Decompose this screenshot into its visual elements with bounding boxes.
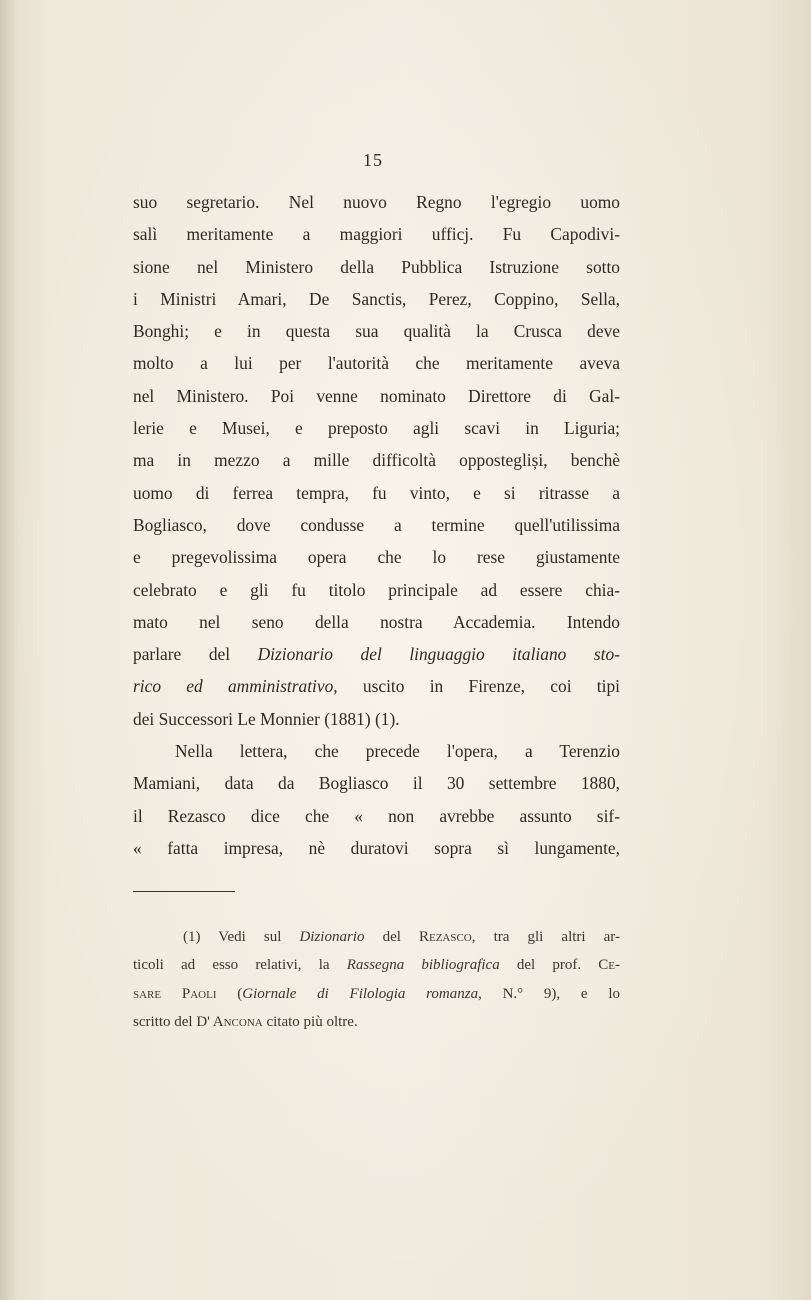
text-line: Bogliasco, dove condusse a termine quell'utilissima [133, 514, 620, 535]
text-run: Ce- [598, 957, 620, 974]
text-run: Rassegna bibliografica [346, 957, 500, 974]
book-title-italic: rico ed amministrativo, [133, 676, 338, 697]
text-run: del prof. [499, 957, 599, 974]
body-text [133, 186, 620, 864]
text-run: , tra gli altri ar- [471, 929, 620, 945]
text-run: ( [216, 985, 243, 1002]
footnote-line [133, 980, 620, 1008]
text-line [133, 670, 620, 702]
text-line: celebrato e gli fu titolo principale ad essere chia- [133, 579, 620, 600]
text-run: Rezasco [418, 929, 472, 945]
text-run: (1) Vedi sul [183, 929, 300, 945]
book-title-italic: Dizionario del linguaggio italiano sto- [257, 644, 620, 665]
page-number: 15 [363, 150, 383, 170]
text-line: ma in mezzo a mille difficoltà oppostegliși, benchè [133, 450, 620, 471]
text-line: suo segretario. Nel nuovo Regno l'egregio uomo [133, 192, 620, 212]
text-line: Nella lettera, che precede l'opera, a Terenzio [175, 741, 620, 762]
text-line: Mamiani, data da Bogliasco il 30 settembre 1880, [133, 773, 620, 794]
footnote-line [133, 923, 620, 951]
text-line: molto a lui per l'autorità che meritamente aveva [133, 353, 620, 374]
text-line: uomo di ferrea tempra, fu vinto, e si ritrasse a [133, 482, 620, 503]
text-run: del [364, 929, 419, 945]
text-line: dei Successori Le Monnier (1881) (1). [133, 708, 400, 729]
text-line: Bonghi; e in questa sua qualità la Crusca deve [133, 321, 620, 342]
text-line: e pregevolissima opera che lo rese giustamente [133, 547, 620, 568]
text-line: mato nel seno della nostra Accademia. Intendo [133, 611, 620, 632]
text-run: N.° 9), e lo [481, 985, 620, 1002]
page-gutter-shadow [0, 0, 18, 1300]
text-run: uscito in Firenze, coi tipi [337, 676, 620, 697]
text-line [133, 638, 620, 670]
text-run: scritto del [133, 1013, 197, 1030]
footnote-divider [133, 891, 235, 892]
text-run: citato più oltre. [262, 1013, 358, 1030]
text-line: lerie e Musei, e preposto agli scavi in Liguria; [133, 418, 620, 439]
footnote-line [133, 951, 620, 979]
text-line: sione nel Ministero della Pubblica Istruzione sotto [133, 256, 620, 277]
footnote-line [133, 1008, 620, 1036]
text-line: nel Ministero. Poi venne nominato Direttore di Gal- [133, 385, 620, 406]
footnote [133, 923, 620, 1036]
text-run: Giornale di Filologia romanza, [242, 985, 482, 1002]
text-run: D' Ancona [196, 1013, 263, 1030]
text-line: « fatta impresa, nè duratovi sopra sì lungamente, [133, 837, 620, 858]
text-line: salì meritamente a maggiori ufficj. Fu Capodivi- [133, 224, 620, 245]
text-run: sare Paoli [133, 985, 217, 1002]
text-run: ticoli ad esso relativi, la [133, 957, 347, 974]
text-line: i Ministri Amari, De Sanctis, Perez, Coppino, Sella, [133, 288, 620, 309]
text-run: parlare del [133, 644, 258, 665]
text-line: il Rezasco dice che « non avrebbe assunto sif- [133, 805, 620, 826]
text-run: Dizionario [299, 929, 365, 945]
